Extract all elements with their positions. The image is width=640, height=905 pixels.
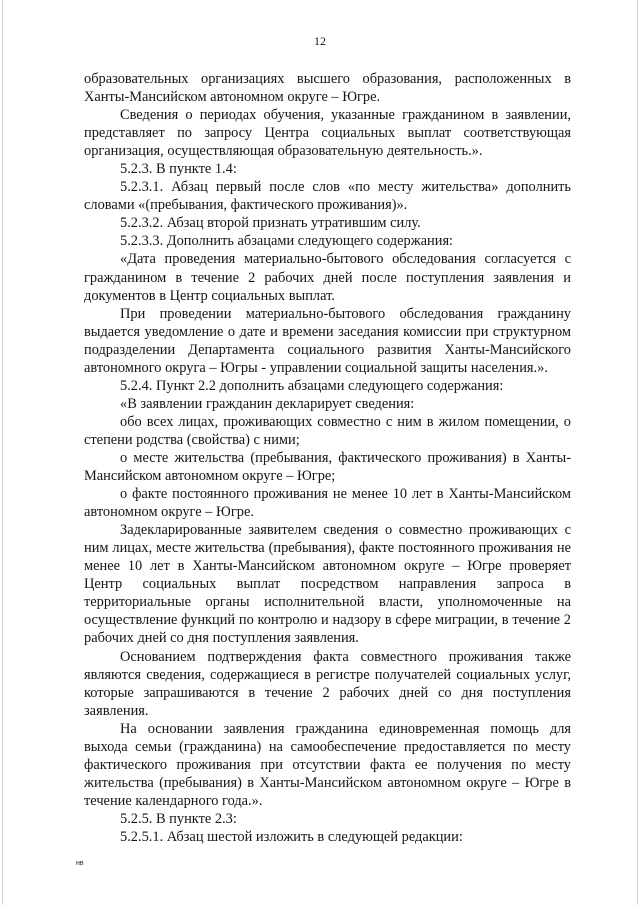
paragraph: 5.2.3.2. Абзац второй признать утратившим силу.	[120, 215, 421, 232]
paragraph: 5.2.5. В пункте 2.3:	[120, 810, 237, 827]
paragraph: При проведении материально-бытового обследования гражданину выдается уведомление о дате и времени заседания комиссии при структурном подразделении Департамента социального развития Ханты-Мансийского автономного округа – Югры - управлении социальной защиты населения.».	[84, 305, 571, 376]
page-number: 12	[314, 34, 326, 48]
paragraph: 5.2.5.1. Абзац шестой изложить в следующей редакции:	[120, 828, 463, 845]
paragraph: 5.2.4. Пункт 2.2 дополнить абзацами следующего содержания:	[120, 377, 504, 394]
paragraph: обо всех лицах, проживающих совместно с ним в жилом помещении, о степени родства (свойства) с ними;	[84, 413, 571, 448]
paragraph: о факте постоянного проживания не менее 10 лет в Ханты-Мансийском автономном округе – Югре.	[84, 486, 571, 521]
page-edge-right	[637, 0, 638, 905]
paragraph-continuation: образовательных организациях высшего образования, расположенных в Ханты-Мансийском автономном округе – Югре.	[84, 71, 571, 106]
paragraph: Основанием подтверждения факта совместного проживания также являются сведения, содержащиеся в регистре получателей социальных услуг, которые запрашиваются в течение 2 рабочих дней со дня поступления заявления.	[84, 648, 571, 719]
page-edge-left	[2, 0, 3, 905]
paragraph: Задекларированные заявителем сведения о совместно проживающих с ним лицах, месте жительства (пребывания), факте постоянного проживания не менее 10 лет в Ханты-Мансийском автономном округе – Югре проверяет Центр социальных выплат посредством направления запроса в территориальные органы исполнительной власти, уполномоченные на осуществление функций по контролю и надзору в сфере миграции, в течение 2 рабочих дней со дня поступления заявления.	[84, 522, 571, 647]
paragraph: «Дата проведения материально-бытового обследования согласуется с гражданином в течение 2 рабочих дней после поступления заявления и документов в Центр социальных выплат.	[84, 251, 571, 304]
paragraph: о месте жительства (пребывания, фактического проживания) в Ханты-Мансийском автономном округе – Югре;	[84, 449, 571, 485]
document-body	[84, 70, 571, 846]
paragraph: Сведения о периодах обучения, указанные гражданином в заявлении, представляет по запросу Центра социальных выплат соответствующая организация, осуществляющая образовательную деятельность.».	[84, 107, 571, 160]
paragraph: «В заявлении гражданин декларирует сведения:	[120, 395, 415, 412]
paragraph: 5.2.3. В пункте 1.4:	[120, 161, 237, 178]
paragraph: На основании заявления гражданина единовременная помощь для выхода семьи (гражданина) на самообеспечение предоставляется по месту фактического проживания при отсутствии факта ее получения по месту жительства (пребывания) в Ханты-Мансийском автономном округе – Югре в течение календарного года.».	[84, 720, 571, 809]
footer-initials: нв	[76, 860, 84, 867]
paragraph: 5.2.3.3. Дополнить абзацами следующего содержания:	[120, 233, 454, 250]
paragraph: 5.2.3.1. Абзац первый после слов «по месту жительства» дополнить словами «(пребывания, фактического проживания)».	[84, 179, 571, 214]
